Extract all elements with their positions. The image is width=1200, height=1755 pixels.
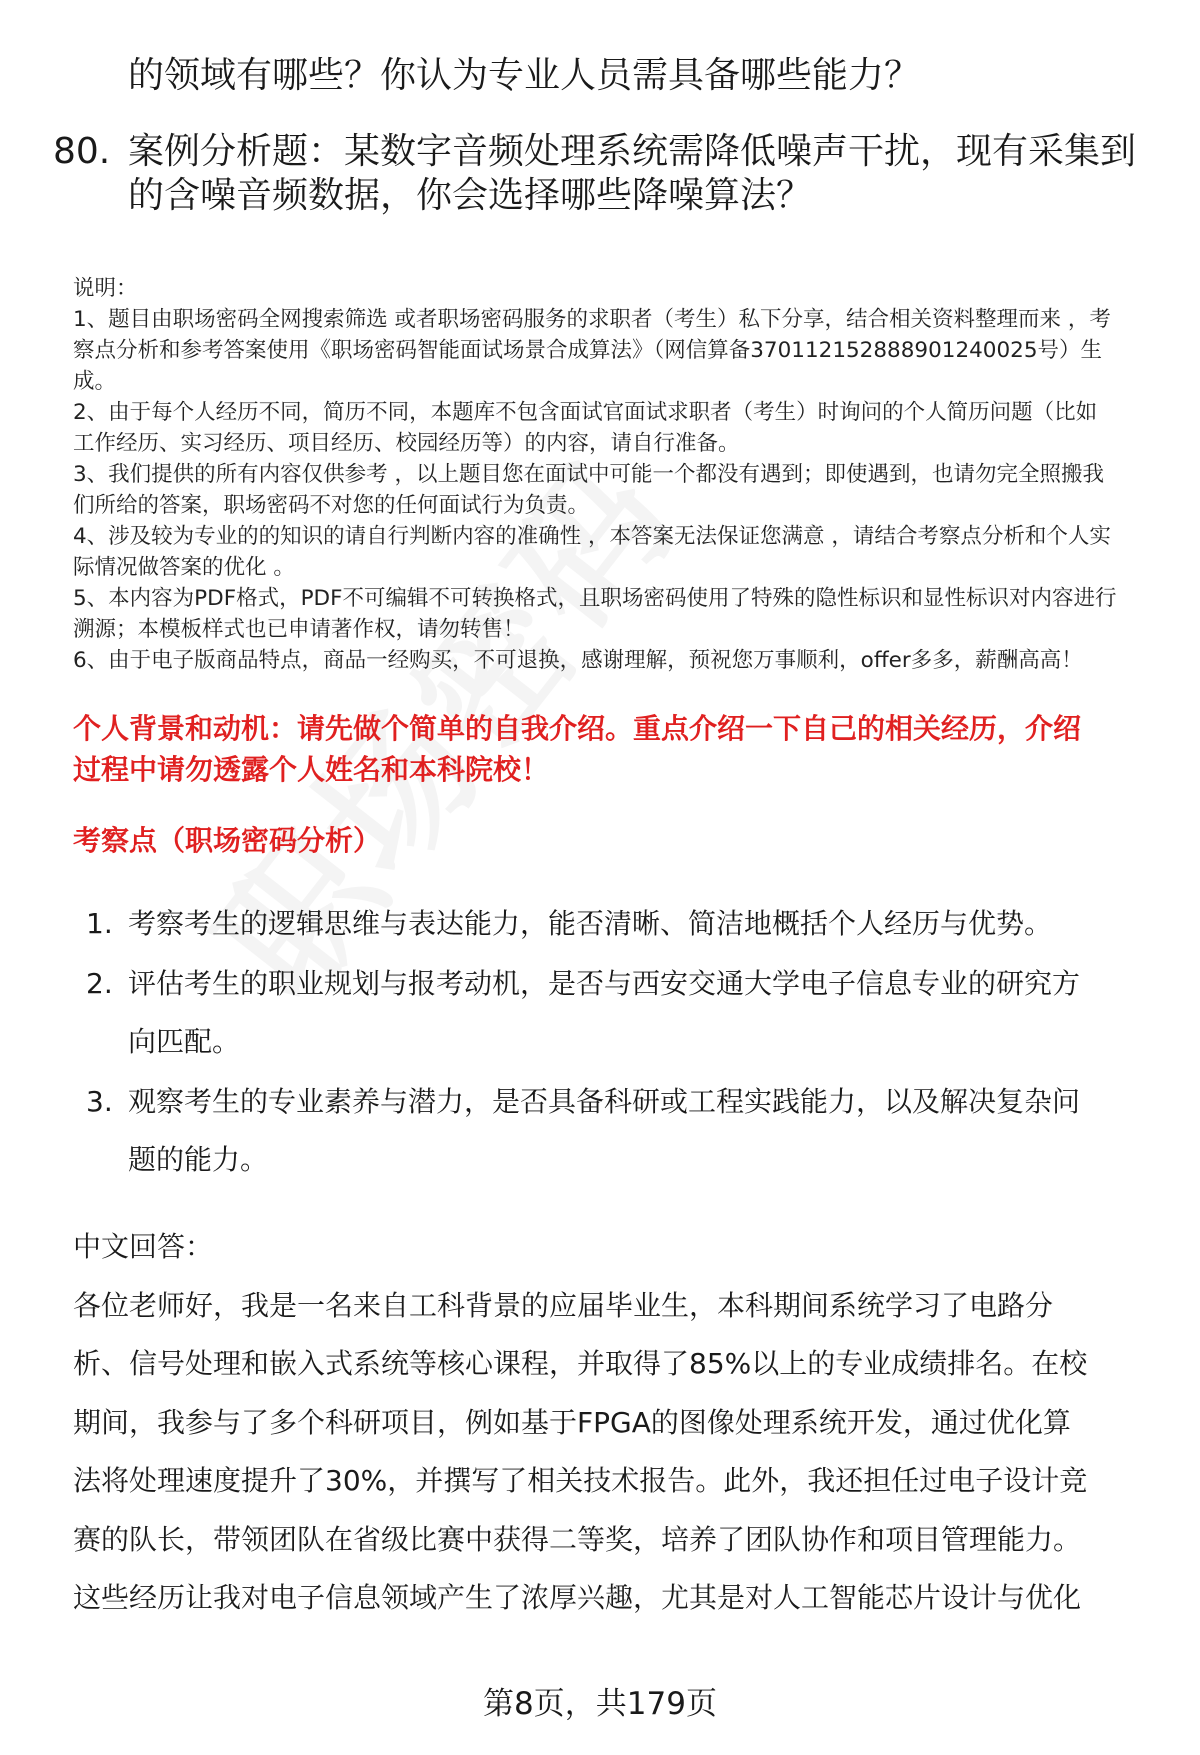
previous-question-tail: 的领域有哪些？你认为专业人员需具备哪些能力？ — [128, 55, 921, 96]
list-item-text: 观察考生的专业素养与潜力，是否具备科研或工程实践能力，以及解决复杂问 — [128, 1085, 1081, 1118]
list-item-number: 3. — [86, 1085, 113, 1118]
notes-line: 4、涉及较为专业的的知识的请自行判断内容的准确性 ，本答案无法保证您满意 ，请结合考察点分析和个人实 — [73, 524, 1111, 549]
section-title-line-2: 过程中请勿透露个人姓名和本科院校！ — [73, 753, 550, 786]
notes-line: 察点分析和参考答案使用《职场密码智能面试场景合成算法》（网信算备370112152888901240025号）生 — [73, 338, 1103, 363]
list-item-text: 评估考生的职业规划与报考动机，是否与西安交通大学电子信息专业的研究方 — [128, 967, 1081, 1000]
notes-line: 溯源；本模板样式也已申请著作权，请勿转售！ — [73, 617, 525, 642]
list-item-text: 向匹配。 — [128, 1025, 241, 1058]
notes-line: 6、由于电子版商品特点，商品一经购买，不可退换，感谢理解，预祝您万事顺利，offer多多，薪酬高高！ — [73, 648, 1083, 673]
analysis-heading: 考察点（职场密码分析） — [73, 824, 382, 857]
answer-line: 各位老师好，我是一名来自工科背景的应届毕业生，本科期间系统学习了电路分 — [73, 1288, 1054, 1322]
analysis-list — [73, 895, 1163, 1191]
section-title-line-1: 个人背景和动机：请先做个简单的自我介绍。重点介绍一下自己的相关经历，介绍 — [73, 712, 1082, 745]
list-item — [73, 895, 1163, 953]
notes-line: 3、我们提供的所有内容仅供参考 ，以上题目您在面试中可能一个都没有遇到；即使遇到，也请勿完全照搬我 — [73, 462, 1105, 487]
notes-block — [73, 273, 1163, 676]
list-item — [73, 955, 1163, 1071]
answer-line: 期间，我参与了多个科研项目，例如基于FPGA的图像处理系统开发，通过优化算 — [73, 1405, 1071, 1439]
notes-line: 5、本内容为PDF格式，PDF不可编辑不可转换格式，且职场密码使用了特殊的隐性标识和显性标识对内容进行 — [73, 586, 1117, 611]
notes-line: 成。 — [73, 369, 117, 394]
list-item-text: 题的能力。 — [128, 1143, 269, 1176]
answer-line: 法将处理速度提升了30%，并撰写了相关技术报告。此外，我还担任过电子设计竞 — [73, 1464, 1088, 1497]
answer-label: 中文回答： — [73, 1230, 214, 1263]
notes-line: 际情况做答案的优化 。 — [73, 555, 295, 580]
list-item — [73, 1073, 1163, 1189]
question-line-2: 的含噪音频数据，你会选择哪些降噪算法？ — [128, 175, 813, 216]
notes-line: 说明： — [73, 276, 138, 301]
notes-line: 2、由于每个人经历不同，简历不同，本题库不包含面试官面试求职者（考生）时询问的个人简历问题（比如 — [73, 400, 1098, 425]
list-item-text: 考察考生的逻辑思维与表达能力，能否清晰、简洁地概括个人经历与优势。 — [128, 907, 1053, 940]
notes-line: 们所给的答案，职场密码不对您的任何面试行为负责。 — [73, 493, 590, 518]
question-number: 80. — [53, 131, 111, 172]
answer-block — [73, 1218, 1163, 1628]
notes-line: 工作经历、实习经历、项目经历、校园经历等）的内容，请自行准备。 — [73, 431, 740, 456]
list-item-number: 2. — [86, 967, 113, 1000]
answer-line: 析、信号处理和嵌入式系统等核心课程，并取得了85%以上的专业成绩排名。在校 — [73, 1347, 1088, 1380]
list-item-number: 1. — [86, 907, 113, 940]
notes-line: 1、题目由职场密码全网搜索筛选 或者职场密码服务的求职者（考生）私下分享，结合相关资料整理而来 ，考 — [73, 307, 1111, 332]
question-line-1: 案例分析题：某数字音频处理系统需降低噪声干扰，现有采集到 — [128, 131, 1137, 172]
page-number: 第8页，共179页 — [483, 1686, 717, 1722]
answer-line: 这些经历让我对电子信息领域产生了浓厚兴趣，尤其是对人工智能芯片设计与优化 — [73, 1581, 1082, 1614]
answer-line: 赛的队长，带领团队在省级比赛中获得二等奖，培养了团队协作和项目管理能力。 — [73, 1522, 1082, 1556]
